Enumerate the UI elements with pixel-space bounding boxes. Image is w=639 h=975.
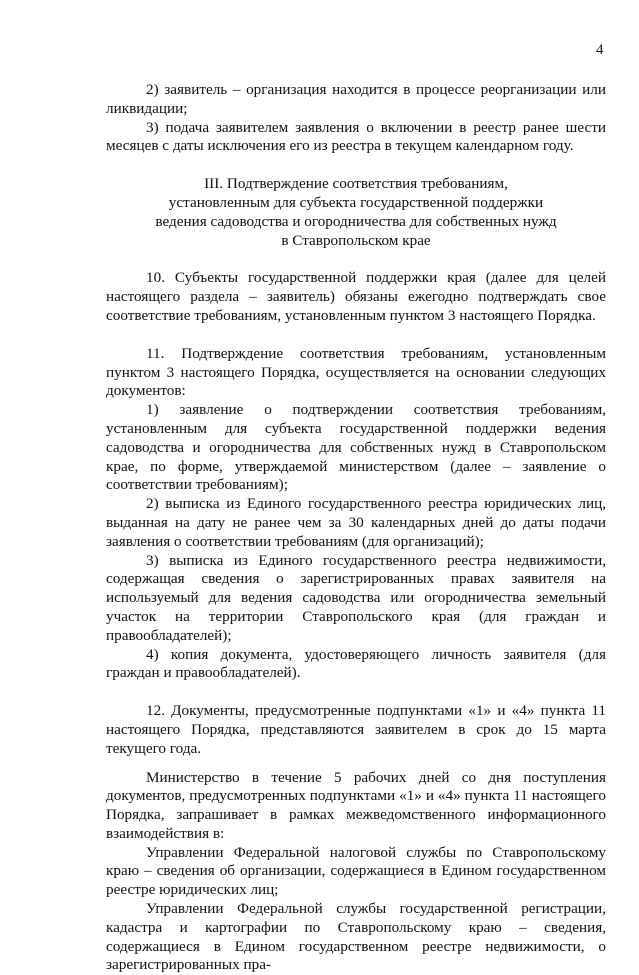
section-heading-line-2: установленным для субъекта государственной поддержки <box>168 193 544 211</box>
paragraph-12-rosreestr: Управлении Федеральной службы государственной регистрации, кадастра и картографии по Ставропольскому краю – сведения, содержащиеся в Едином государственном реестре недвижимости, о зарегистрированных пра- <box>106 900 606 974</box>
paragraph-12-fns: Управлении Федеральной налоговой службы по Ставропольскому краю – сведения об организации, содержащиеся в Едином государственном реестре юридических лиц; <box>106 843 606 899</box>
paragraph-11-item-3: 3) выписка из Единого государственного реестра недвижимости, содержащая сведения о зарегистрированных правах заявителя на используемый для ведения садоводства или огородничества земельный участок на территории Ставропольского края (для граждан и правообладателей); <box>106 551 606 644</box>
paragraph-11: 11. Подтверждение соответствия требованиям, установленным пунктом 3 настоящего Порядка, осуществляется на основании следующих документов: <box>106 344 606 400</box>
section-heading-line-1: III. Подтверждение соответствия требованиям, <box>204 175 508 193</box>
paragraph-12-ministry-request: Министерство в течение 5 рабочих дней со дня поступления документов, предусмотренных подпунктами «1» и «4» пункта 11 настоящего Порядка, запрашивает в рамках межведомственного информационного взаимодействия в: <box>106 768 606 842</box>
document-body <box>106 81 606 975</box>
paragraph-repeat-application: 3) подача заявителем заявления о включении в реестр ранее шести месяцев с даты исключения его из реестра в текущем календарном году. <box>106 118 606 155</box>
paragraph-11-item-1: 1) заявление о подтверждении соответствия требованиям, установленным для субъекта государственной поддержки ведения садоводства и огородничества для собственных нужд в Ставропольском крае, по форме, утверждаемой министерством (далее – заявление о соответствии требованиям); <box>106 401 606 494</box>
paragraph-11-item-2: 2) выписка из Единого государственного реестра юридических лиц, выданная на дату не ранее чем за 30 календарных дней до даты подачи заявления о соответствии требованиям (для организаций); <box>106 495 606 550</box>
section-heading-line-3: ведения садоводства и огородничества для собственных нужд <box>155 212 557 230</box>
section-heading-line-4: в Ставропольском крае <box>281 231 431 249</box>
section-heading <box>106 175 606 250</box>
paragraph-10: 10. Субъекты государственной поддержки края (далее для целей настоящего раздела – заявитель) обязаны ежегодно подтверждать свое соответствие требованиям, установленным пунктом 3 настоящего Порядка. <box>106 269 606 324</box>
paragraph-11-item-4: 4) копия документа, удостоверяющего личность заявителя (для граждан и правообладателей). <box>106 645 606 682</box>
paragraph-12: 12. Документы, предусмотренные подпунктами «1» и «4» пункта 11 настоящего Порядка, представляются заявителем в срок до 15 марта текущего года. <box>106 702 606 757</box>
page-number: 4 <box>596 42 604 58</box>
paragraph-applicant-organization: 2) заявитель – организация находится в процессе реорганизации или ликвидации; <box>106 81 606 117</box>
